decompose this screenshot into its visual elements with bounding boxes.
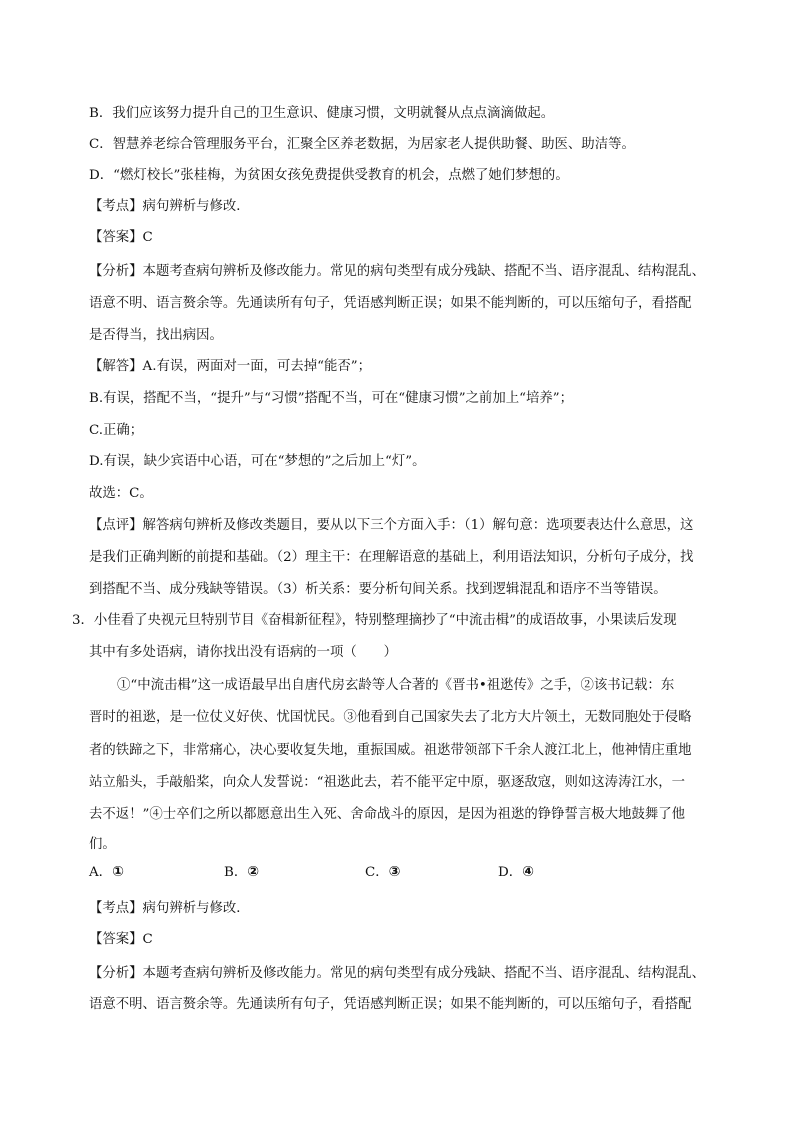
option-d-line: D．“燃灯校长”张桂梅，为贫困女孩免费提供受教育的机会，点燃了她们梦想的。 xyxy=(89,168,569,183)
q3-option-b-mark: ② xyxy=(247,864,260,880)
q2-solution-line-2: B.有误，搭配不当，“提升”与“习惯”搭配不当，可在“健康习惯”之前加上“培养”； xyxy=(89,391,573,406)
q3-passage-line-6: 们。 xyxy=(89,837,116,852)
q2-solution-line-4: D.有误，缺少宾语中心语，可在“梦想的”之后加上“灯”。 xyxy=(89,454,426,469)
q3-option-a[interactable] xyxy=(89,862,124,883)
q2-analysis-line-2: 语意不明、语言赘余等。先通读所有句子，凭语感判断正误；如果不能判断的，可以压缩句子，看搭配 xyxy=(89,296,692,311)
q3-passage-line-1: ①“中流击楫”这一成语最早出自唐代房玄龄等人合著的《晋书•祖逖传》之手，②该书记载：东 xyxy=(117,678,675,693)
q3-passage-line-4: 站立船头，手敲船桨，向众人发誓说：“祖逖此去，若不能平定中原，驱逐敌寇，则如这涛涛江水，一 xyxy=(89,775,686,790)
q3-kaodian: 【考点】病句辨析与修改． xyxy=(89,901,250,916)
q2-answer: 【答案】C xyxy=(89,230,153,245)
q2-solution-line-3: C.正确； xyxy=(89,423,144,438)
q3-option-c-mark: ③ xyxy=(388,864,401,880)
q2-comment-line-2: 是我们正确判断的前提和基础。（2）理主干：在理解语意的基础上，利用语法知识，分析句子成分，找 xyxy=(89,550,694,565)
q2-comment-line-1: 【点评】解答病句辨析及修改类题目，要从以下三个方面入手：（1）解句意：选项要表达什么意思，这 xyxy=(89,518,694,533)
q3-option-a-mark: ① xyxy=(112,864,124,880)
q3-option-c-letter: C． xyxy=(365,865,389,880)
q3-options xyxy=(89,862,689,884)
q3-stem-line-2: 其中有多处语病，请你找出没有语病的一项（ ） xyxy=(89,645,397,660)
q3-option-b-letter: B． xyxy=(224,865,248,880)
q3-option-a-letter: A． xyxy=(89,865,113,880)
q3-option-b[interactable] xyxy=(224,862,259,883)
q3-answer: 【答案】C xyxy=(89,932,153,947)
q3-stem-line-1: 3．小佳看了央视元旦特别节目《奋楫新征程》，特别整理摘抄了“中流击楫”的成语故事，小果读后发现 xyxy=(72,613,677,628)
q3-passage-line-3: 者的铁蹄之下，非常痛心，决心要收复失地，重振国威。祖逖带领部下千余人渡江北上，他神情庄重地 xyxy=(89,743,692,758)
option-c-line: C．智慧养老综合管理服务平台，汇聚全区养老数据，为居家老人提供助餐、助医、助洁等。 xyxy=(89,137,635,152)
q3-analysis-line-1: 【分析】本题考查病句辨析及修改能力。常见的病句类型有成分残缺、搭配不当、语序混乱、结构混乱、 xyxy=(89,966,705,981)
q3-option-d[interactable] xyxy=(498,862,534,883)
q2-comment-line-3: 到搭配不当、成分残缺等错误。（3）析关系：要分析句间关系。找到逻辑混乱和语序不当等错误。 xyxy=(89,582,667,597)
q3-option-d-mark: ④ xyxy=(522,864,534,880)
q2-solution-line-1: 【解答】A.有误，两面对一面，可去掉“能否”； xyxy=(89,359,372,374)
q3-analysis-line-2: 语意不明、语言赘余等。先通读所有句子，凭语感判断正误；如果不能判断的，可以压缩句子，看搭配 xyxy=(89,997,692,1012)
option-b-line: B．我们应该努力提升自己的卫生意识、健康习惯，文明就餐从点点滴滴做起。 xyxy=(89,106,555,121)
q3-passage-line-5: 去不返！”④士卒们之所以都愿意出生入死、舍命战斗的原因，是因为祖逖的铮铮誓言极大地鼓舞了他 xyxy=(89,807,686,822)
q3-passage-line-2: 晋时的祖逖，是一位仗义好侠、忧国忧民。③他看到自己国家失去了北方大片领土，无数同胞处于侵略 xyxy=(89,710,692,725)
q3-option-d-letter: D． xyxy=(498,865,523,880)
q2-solution-line-5: 故选：C。 xyxy=(89,486,153,501)
q2-kaodian: 【考点】病句辨析与修改． xyxy=(89,199,250,214)
q3-option-c[interactable] xyxy=(365,862,401,883)
q2-analysis-line-3: 是否得当，找出病因。 xyxy=(89,328,223,343)
q2-analysis-line-1: 【分析】本题考查病句辨析及修改能力。常见的病句类型有成分残缺、搭配不当、语序混乱、结构混乱、 xyxy=(89,264,705,279)
